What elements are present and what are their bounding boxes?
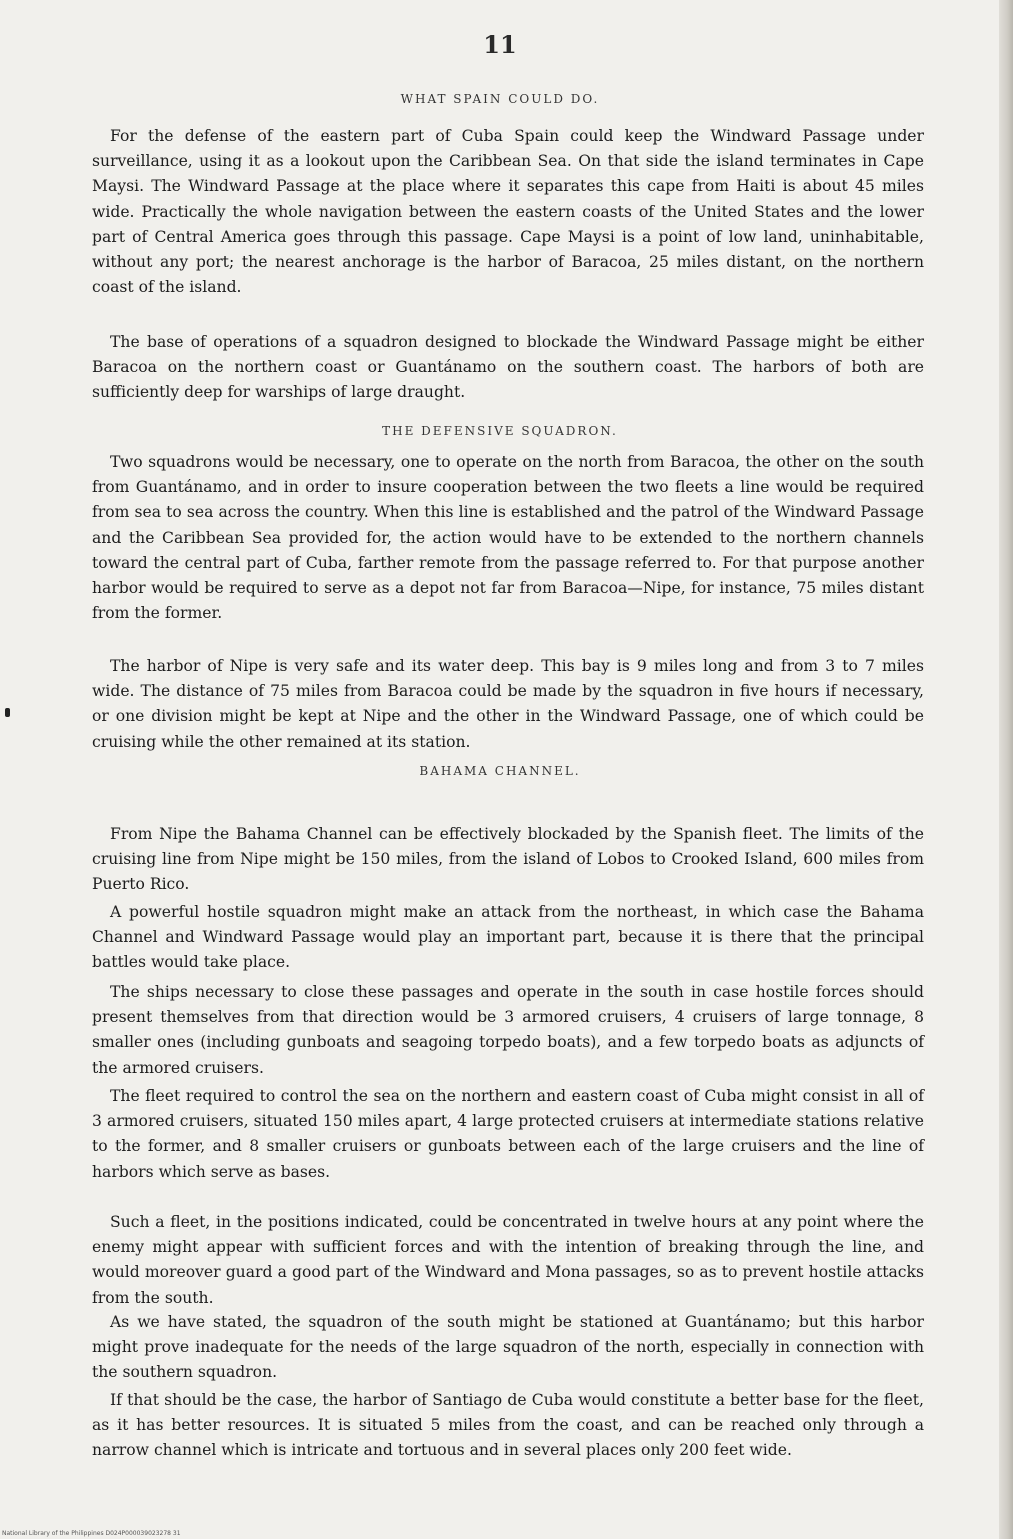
section-heading-defensive-squadron: THE DEFENSIVE SQUADRON. [382, 424, 618, 438]
footer-credit: National Library of the Philippines D024P000039023278 31 [2, 1530, 181, 1537]
paragraph: From Nipe the Bahama Channel can be effectively blockaded by the Spanish fleet. The limits of the cruising line from Nipe might be 150 miles, from the island of Lobos to Crooked Island, 600 miles from Puerto Rico. [92, 825, 924, 894]
paragraph: Two squadrons would be necessary, one to operate on the north from Baracoa, the other on the south from Guantánamo, and in order to insure cooperation between the two fleets a line would be required from sea to sea across the country. When this line is established and the patrol of the Windward Passage and the Caribbean Sea provided for, the action would have to be extended to the northern channels toward the central part of Cuba, farther remote from the passage referred to. For that purpose another harbor would be required to serve as a depot not far from Baracoa—Nipe, for instance, 75 miles distant from the former. [92, 453, 924, 623]
page-number: 11 [483, 30, 517, 59]
paragraph: Such a fleet, in the positions indicated, could be concentrated in twelve hours at any point where the enemy might appear with sufficient forces and with the intention of breaking through the line, and would moreover guard a good part of the Windward and Mona passages, so as to prevent hostile attacks from the south. [92, 1213, 924, 1307]
margin-mark [5, 708, 10, 717]
paragraph: For the defense of the eastern part of Cuba Spain could keep the Windward Passage under surveillance, using it as a lookout upon the Caribbean Sea. On that side the island terminates in Cape Maysi. The Windward Passage at the place where it separates this cape from Haiti is about 45 miles wide. Practically the whole navigation between the eastern coasts of the United States and the lower part of Central America goes through this passage. Cape Maysi is a point of low land, uninhabitable, without any port; the nearest anchorage is the harbor of Baracoa, 25 miles distant, on the northern coast of the island. [92, 127, 924, 297]
paragraph: The harbor of Nipe is very safe and its water deep. This bay is 9 miles long and from 3 to 7 miles wide. The distance of 75 miles from Baracoa could be made by the squadron in five hours if necessary, or one division might be kept at Nipe and the other in the Windward Passage, one of which could be cruising while the other remained at its station. [92, 657, 924, 751]
section-heading-what-spain-could-do: WHAT SPAIN COULD DO. [400, 92, 600, 106]
section-heading-bahama-channel: BAHAMA CHANNEL. [419, 764, 581, 778]
paragraph: If that should be the case, the harbor of Santiago de Cuba would constitute a better base for the fleet, as it has better resources. It is situated 5 miles from the coast, and can be reached only through a narrow channel which is intricate and tortuous and in several places only 200 feet wide. [92, 1391, 924, 1460]
paragraph: The base of operations of a squadron designed to blockade the Windward Passage might be either Baracoa on the northern coast or Guantánamo on the southern coast. The harbors of both are sufficiently deep for warships of large draught. [92, 333, 924, 402]
paragraph: The ships necessary to close these passages and operate in the south in case hostile forces should present themselves from that direction would be 3 armored cruisers, 4 cruisers of large tonnage, 8 smaller ones (including gunboats and seagoing torpedo boats), and a few torpedo boats as adjuncts of the armored cruisers. [92, 983, 924, 1077]
paragraph: As we have stated, the squadron of the south might be stationed at Guantánamo; but this harbor might prove inadequate for the needs of the large squadron of the north, especially in connection with the southern squadron. [92, 1313, 924, 1382]
paragraph: A powerful hostile squadron might make an attack from the northeast, in which case the Bahama Channel and Windward Passage would play an important part, because it is there that the principal battles would take place. [92, 903, 924, 972]
paragraph: The fleet required to control the sea on the northern and eastern coast of Cuba might consist in all of 3 armored cruisers, situated 150 miles apart, 4 large protected cruisers at intermediate stations relative to the former, and 8 smaller cruisers or gunboats between each of the large cruisers and the line of harbors which serve as bases. [92, 1087, 924, 1181]
page-edge-shadow [999, 0, 1013, 1539]
